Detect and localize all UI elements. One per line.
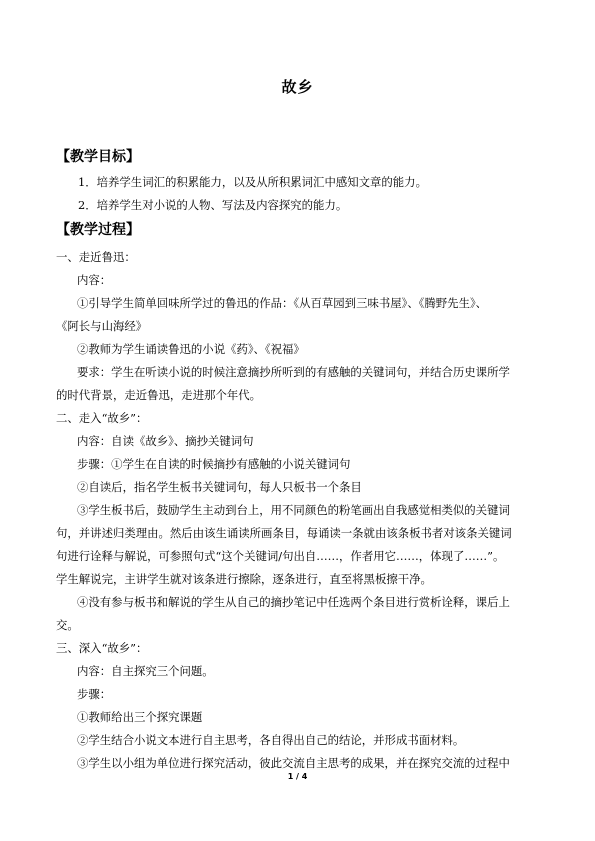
process-line: ③学生板书后，鼓励学生主动到台上，用不同颜色的粉笔画出自我感觉相类似的关键词 <box>77 503 510 517</box>
goal-item: 1．培养学生词汇的积累能力，以及从所积累词汇中感知文章的能力。 <box>78 175 427 189</box>
process-line: 一、走近鲁迅： <box>56 250 136 264</box>
process-line: ②自读后，指名学生板书关键词句，每人只板书一个条目 <box>77 480 362 494</box>
process-line: 二、走入“故乡”： <box>56 411 148 425</box>
process-line: ③学生以小组为单位进行探究活动，彼此交流自主思考的成果，并在探究交流的过程中 <box>77 756 510 770</box>
process-line: 内容：自主探究三个问题。 <box>77 664 214 678</box>
process-line: 句进行诠释与解说，可参照句式“这个关键词/句出自……，作者用它……，体现了……”。 <box>56 549 505 563</box>
process-line: ④没有参与板书和解说的学生从自己的摘抄笔记中任选两个条目进行赏析诠释，课后上 <box>77 595 510 609</box>
document-title: 故乡 <box>281 78 314 96</box>
section-heading-goals: 【教学目标】 <box>56 149 140 165</box>
process-line: 的时代背景，走近鲁迅，走进那个年代。 <box>56 388 262 402</box>
process-line: 交。 <box>56 618 79 632</box>
goal-item: 2．培养学生对小说的人物、写法及内容探究的能力。 <box>78 198 348 212</box>
process-line: ①引导学生简单回味所学过的鲁迅的作品：《从百草园到三味书屋》、《腾野先生》、 <box>77 296 488 310</box>
process-line: ②教师为学生诵读鲁迅的小说《药》、《祝福》 <box>77 342 305 356</box>
process-line: 句，并讲述归类理由。然后由该生诵读所画条目，每诵读一条就由该条板书者对该条关键词 <box>56 526 512 540</box>
process-line: 步骤： <box>77 687 112 701</box>
process-line: 内容： <box>77 273 112 287</box>
process-line: 三、深入“故乡”： <box>56 641 148 655</box>
process-line: 学生解说完，主讲学生就对该条进行擦除，逐条进行，直至将黑板擦干净。 <box>56 572 432 586</box>
process-line: 《阿长与山海经》 <box>56 319 148 333</box>
process-line: 要求：学生在听读小说的时候注意摘抄所听到的有感触的关键词句，并结合历史课所学 <box>77 365 510 379</box>
process-line: ①教师给出三个探究课题 <box>77 710 203 724</box>
process-line: 步骤：①学生在自读的时候摘抄有感触的小说关键词句 <box>77 457 351 471</box>
process-line: 内容：自读《故乡》、摘抄关键词句 <box>77 434 254 448</box>
section-heading-process: 【教学过程】 <box>56 222 140 238</box>
process-line: ②学生结合小说文本进行自主思考，各自得出自己的结论，并形成书面材料。 <box>77 733 465 747</box>
page-number: 1 / 4 <box>287 772 308 781</box>
